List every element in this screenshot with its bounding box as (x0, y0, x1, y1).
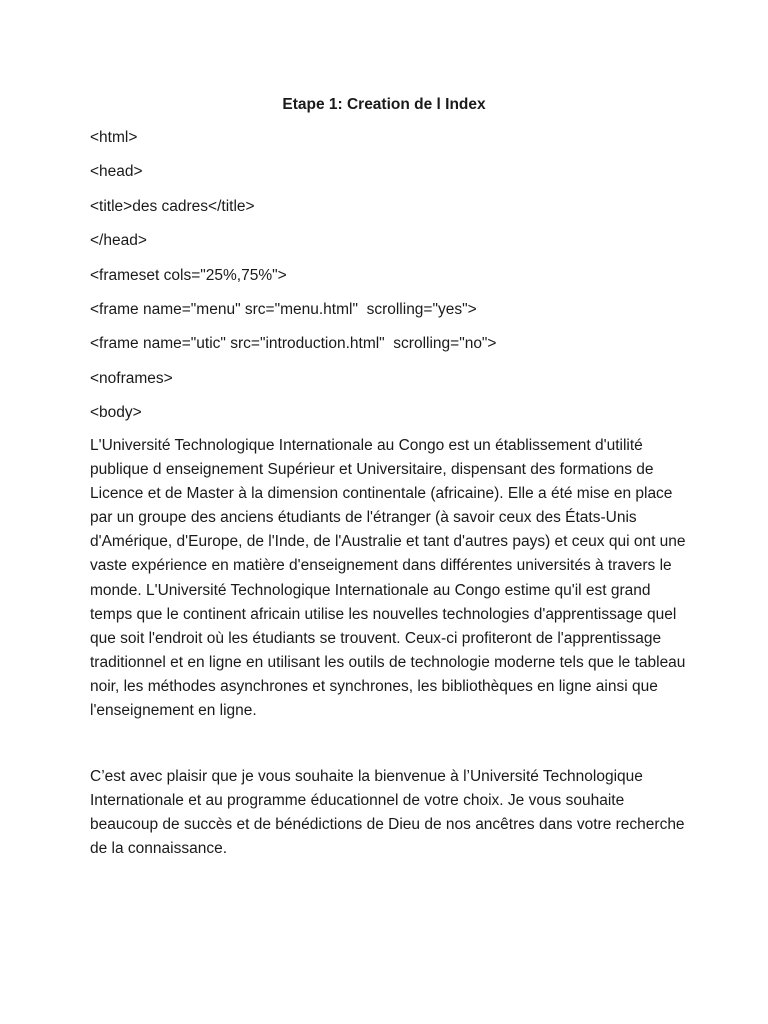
html-code-block (90, 127, 690, 437)
code-line-noframes: <noframes> (90, 369, 173, 387)
paragraph-university-description: L'Université Technologique Internationale au Congo est un établissement d'utilité publique d enseignement Supérieur et Universitaire, dispensant des formations de Licence et de Master à la dimension continentale (africaine). Elle a été mise en place par un groupe des anciens étudiants de l'étranger (à savoir ceux des États-Unis d'Amérique, d'Europe, de l'Inde, de l'Australie et tant d'autres pays) et ceux qui ont une vaste expérience en matière d'enseignement dans différentes universités à travers le monde. L'Université Technologique Internationale au Congo estime qu'il est grand temps que le continent africain utilise les nouvelles technologies d'apprentissage quel que soit l'endroit où les étudiants se trouvent. Ceux-ci profiteront de l'apprentissage traditionnel et en ligne en utilisant les outils de technologie moderne tels que le tableau noir, les méthodes asynchrones et synchrones, les bibliothèques en ligne ainsi que l'enseignement en ligne. (90, 437, 686, 720)
code-line-head-close: </head> (90, 232, 147, 250)
paragraph-welcome-message: C’est avec plaisir que je vous souhaite la bienvenue à l’Université Technologique Internationale et au programme éducationnel de votre choix. Je vous souhaite beaucoup de succès et de bénédictions de Dieu de nos ancêtres dans votre recherche de la connaissance. (90, 768, 685, 858)
code-line-body: <body> (90, 404, 142, 422)
code-line-frameset: <frameset cols="25%,75%"> (90, 266, 287, 284)
code-line-title: <title>des cadres</title> (90, 197, 255, 215)
code-line-frame-menu: <frame name="menu" src="menu.html" scrolling="yes"> (90, 300, 477, 318)
code-line-html-open: <html> (90, 129, 138, 146)
document-title: Etape 1: Creation de l Index (282, 96, 486, 113)
code-line-frame-utic: <frame name="utic" src="introduction.html" scrolling="no"> (90, 335, 497, 353)
code-line-head-open: <head> (90, 163, 143, 181)
